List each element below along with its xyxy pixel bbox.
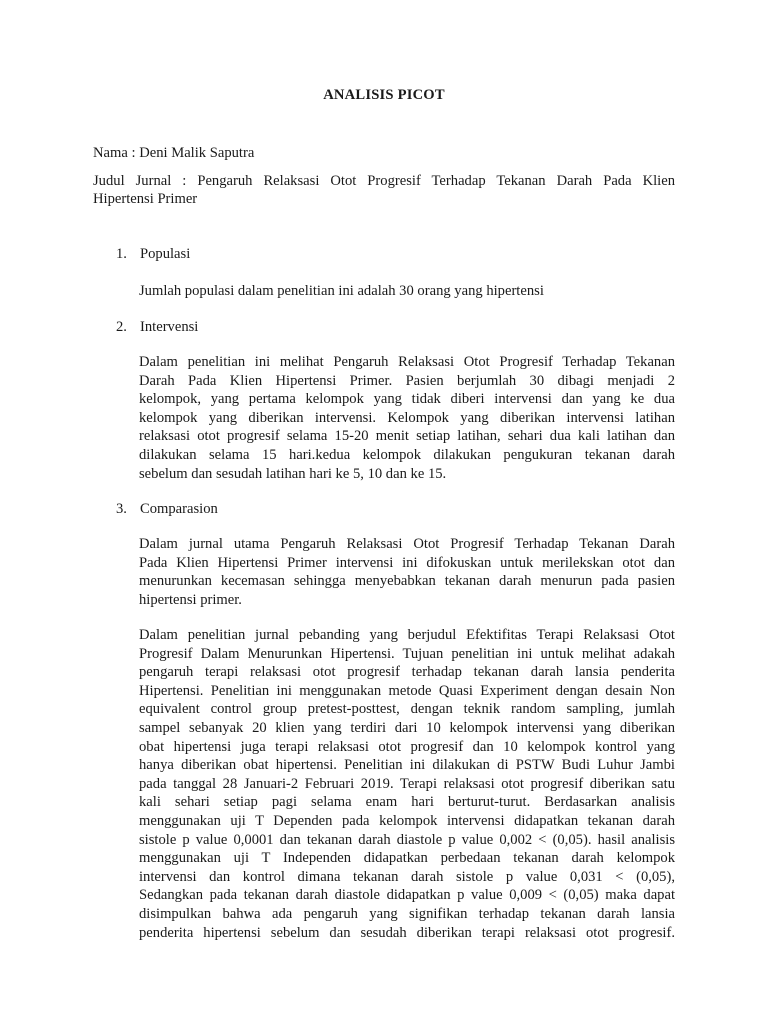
paragraph-line: dilakukan selama 15 hari.kedua kelompok dilakukan pengukuran tekanan darah	[139, 446, 675, 463]
paragraph-line: sampel sebanyak 20 klien yang terdiri dari 10 kelompok intervensi yang diberikan	[139, 719, 675, 736]
paragraph-line: Sedangkan pada tekanan darah diastole didapatkan p value 0,009 < (0,05) maka dapat	[139, 887, 675, 904]
paragraph-line: Progresif Dalam Menurunkan Hipertensi. Tujuan penelitian ini untuk melihat adakah	[139, 645, 675, 662]
paragraph-line: Dalam jurnal utama Pengaruh Relaksasi Otot Progresif Terhadap Tekanan Darah	[139, 536, 675, 552]
paragraph-line: penderita hipertensi sebelum dan sesudah diberikan terapi relaksasi otot progresif.	[139, 924, 675, 941]
section-heading: Comparasion	[140, 501, 218, 517]
paragraph-line: hanya diberikan obat hipertensi. Penelitian ini dilakukan di PSTW Budi Luhur Jambi	[139, 757, 675, 774]
page-title: ANALISIS PICOT	[323, 87, 445, 103]
paragraph-line: disimpulkan bahwa ada pengaruh yang signifikan terhadap tekanan darah lansia	[139, 905, 675, 922]
paragraph-line: sistole p value 0,0001 dan tekanan darah diastole p value 0,002 < (0,05). hasil analisis	[139, 831, 675, 848]
paragraph-line: obat hipertensi juga terapi relaksasi otot progresif dan 10 kelompok kontrol yang	[139, 738, 675, 755]
paragraph-line: menurunkan kecemasan sehingga menyebabkan tekanan darah menurun pada pasien	[139, 573, 675, 590]
section-comparasion-paragraph-2	[139, 626, 675, 942]
paragraph-line: sebelum dan sesudah latihan hari ke 5, 10 dan ke 15.	[139, 465, 447, 482]
section-populasi-heading	[116, 245, 190, 263]
paragraph-line: hipertensi primer.	[139, 591, 242, 608]
section-comparasion-heading	[116, 500, 218, 518]
paragraph-line: intervensi dan kontrol dimana tekanan darah sistole p value 0,031 < (0,05),	[139, 868, 675, 885]
paragraph-line: Dalam penelitian ini melihat Pengaruh Relaksasi Otot Progresif Terhadap Tekanan	[139, 354, 675, 370]
section-number: 3.	[116, 501, 127, 517]
paragraph-line: Darah Pada Klien Hipertensi Primer. Pasien berjumlah 30 dibagi menjadi 2	[139, 372, 675, 389]
section-populasi-paragraph	[139, 282, 675, 301]
section-heading: Intervensi	[140, 319, 199, 335]
section-number: 2.	[116, 319, 127, 335]
paragraph-line: kelompok yang diberikan intervensi. Kelompok yang diberikan intervensi latihan	[139, 409, 675, 426]
paragraph-line: Pada Klien Hipertensi Primer intervensi ini difokuskan untuk merilekskan otot dan	[139, 554, 675, 571]
paragraph-line: Dalam penelitian jurnal pebanding yang berjudul Efektifitas Terapi Relaksasi Otot	[139, 627, 675, 643]
author-name: Nama : Deni Malik Saputra	[93, 145, 255, 161]
paragraph-line: relaksasi otot progresif selama 15-20 menit setiap latihan, sehari dua kali latihan dan	[139, 428, 675, 445]
paragraph-line: kelompok, yang pertama kelompok yang tidak diberi intervensi dan yang ke dua	[139, 391, 675, 408]
paragraph-line: menggunakan uji T Independen didapatkan perbedaan tekanan darah kelompok	[139, 850, 675, 867]
paragraph-line: kali sehari setiap pagi selama enam hari berturut-turut. Berdasarkan analisis	[139, 794, 675, 811]
paragraph-line: Hipertensi. Penelitian ini menggunakan metode Quasi Experiment dengan desain Non	[139, 682, 675, 699]
section-comparasion-paragraph-1	[139, 535, 675, 609]
journal-title-line-2: Hipertensi Primer	[93, 191, 198, 207]
paragraph-line: pada tanggal 28 Januari-2 Februari 2019. Terapi relaksasi otot progresif diberikan satu	[139, 775, 675, 792]
section-intervensi-paragraph	[139, 353, 675, 483]
paragraph-line: Jumlah populasi dalam penelitian ini adalah 30 orang yang hipertensi	[139, 283, 544, 299]
section-number: 1.	[116, 246, 127, 262]
journal-title-line-1: Judul Jurnal : Pengaruh Relaksasi Otot Progresif Terhadap Tekanan Darah Pada Klien	[93, 173, 675, 189]
paragraph-line: menggunakan uji T Dependen pada kelompok intervensi didapatkan tekanan darah	[139, 812, 675, 829]
paragraph-line: pengaruh terapi relaksasi otot progresif terhadap tekanan darah lansia penderita	[139, 664, 675, 681]
paragraph-line: equivalent control group pretest-posttest, dengan teknik random sampling, jumlah	[139, 701, 675, 718]
section-heading: Populasi	[140, 246, 191, 262]
section-intervensi-heading	[116, 318, 198, 336]
